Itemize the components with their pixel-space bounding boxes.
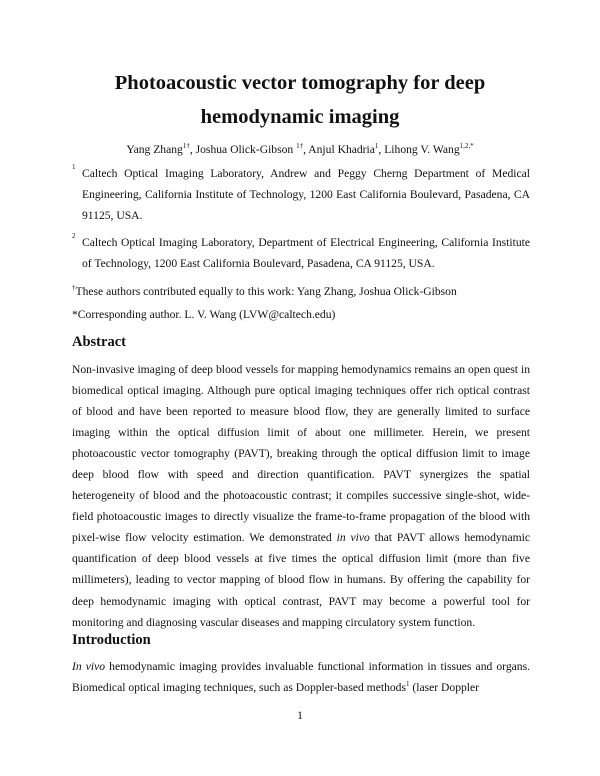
affiliation-text: Caltech Optical Imaging Laboratory, Andrew and Peggy Cherng Department of Medical Engineering, California Institute of Technology, 1200 East California Boulevard, Pasadena, CA 91125, USA. bbox=[82, 167, 530, 222]
page-number: 1 bbox=[297, 709, 303, 722]
paper-title-line-1: Photoacoustic vector tomography for deep bbox=[114, 72, 486, 94]
introduction-italic-term: In vivo bbox=[72, 660, 106, 673]
author-name: , Lihong V. Wang bbox=[378, 143, 460, 156]
paper-title-line-2: hemodynamic imaging bbox=[200, 106, 400, 128]
affiliation-1 bbox=[72, 163, 530, 226]
reference-superscript: 1 bbox=[405, 680, 410, 689]
affiliation-mark: 2 bbox=[72, 232, 76, 240]
author-superscript: 1,2,* bbox=[459, 142, 474, 151]
author-superscript: 1 bbox=[374, 142, 379, 151]
introduction-heading: Introduction bbox=[72, 632, 151, 648]
author-name: , Joshua Olick-Gibson bbox=[189, 143, 297, 156]
abstract-italic-term: in vivo bbox=[336, 531, 370, 545]
introduction-text: (laser Doppler bbox=[409, 681, 480, 695]
author-superscript: 1† bbox=[182, 142, 190, 151]
affiliation-2 bbox=[72, 232, 530, 274]
equal-contribution-text: These authors contributed equally to this work: Yang Zhang, Joshua Olick-Gibson bbox=[75, 285, 457, 298]
author-list bbox=[60, 142, 540, 158]
dagger-mark: † bbox=[72, 284, 76, 293]
introduction-paragraph bbox=[72, 656, 530, 698]
abstract-text: Non-invasive imaging of deep blood vessels for mapping hemodynamics remains an open quest in biomedical optical imaging. Although pure optical imaging techniques offer rich optical contrast of blood and have been reported to measure blood flow, they are generally limited to surface imaging within the optical diffusion limit of about one millimeter. Herein, we present photoacoustic vector tomography (PAVT), breaking through the optical diffusion limit to image deep blood flow with speed and direction quantification. PAVT synergizes the spatial heterogeneity of blood and the photoacoustic contrast; it compiles successive single-shot, wide-field photoacoustic images to directly visualize the frame-to-frame propagation of the blood with pixel-wise flow velocity estimation. We demonstrated bbox=[72, 363, 530, 545]
abstract-paragraph bbox=[72, 359, 530, 633]
equal-contribution-note bbox=[72, 281, 530, 302]
author-name: , Anjul Khadria bbox=[303, 143, 375, 156]
corresponding-author-note: *Corresponding author. L. V. Wang (LVW@caltech.edu) bbox=[72, 308, 336, 321]
introduction-text: hemodynamic imaging provides invaluable functional information in tissues and organs. Biomedical optical imaging techniques, such as Doppler-based methods bbox=[72, 660, 530, 695]
affiliation-text: Caltech Optical Imaging Laboratory, Department of Electrical Engineering, California Institute of Technology, 1200 East California Boulevard, Pasadena, CA 91125, USA. bbox=[82, 236, 530, 270]
affiliation-mark: 1 bbox=[72, 163, 76, 171]
abstract-heading: Abstract bbox=[72, 334, 126, 350]
author-name: Yang Zhang bbox=[126, 143, 183, 156]
abstract-text: that PAVT allows hemodynamic quantification of deep blood vessels at five times the optical diffusion limit (more than five millimeters), leading to vector mapping of blood flow in humans. By offering the capability for deep hemodynamic imaging with optical contrast, PAVT may become a powerful tool for monitoring and diagnosing vascular diseases and mapping circulatory system function. bbox=[72, 531, 531, 629]
author-superscript: 1† bbox=[296, 142, 304, 151]
